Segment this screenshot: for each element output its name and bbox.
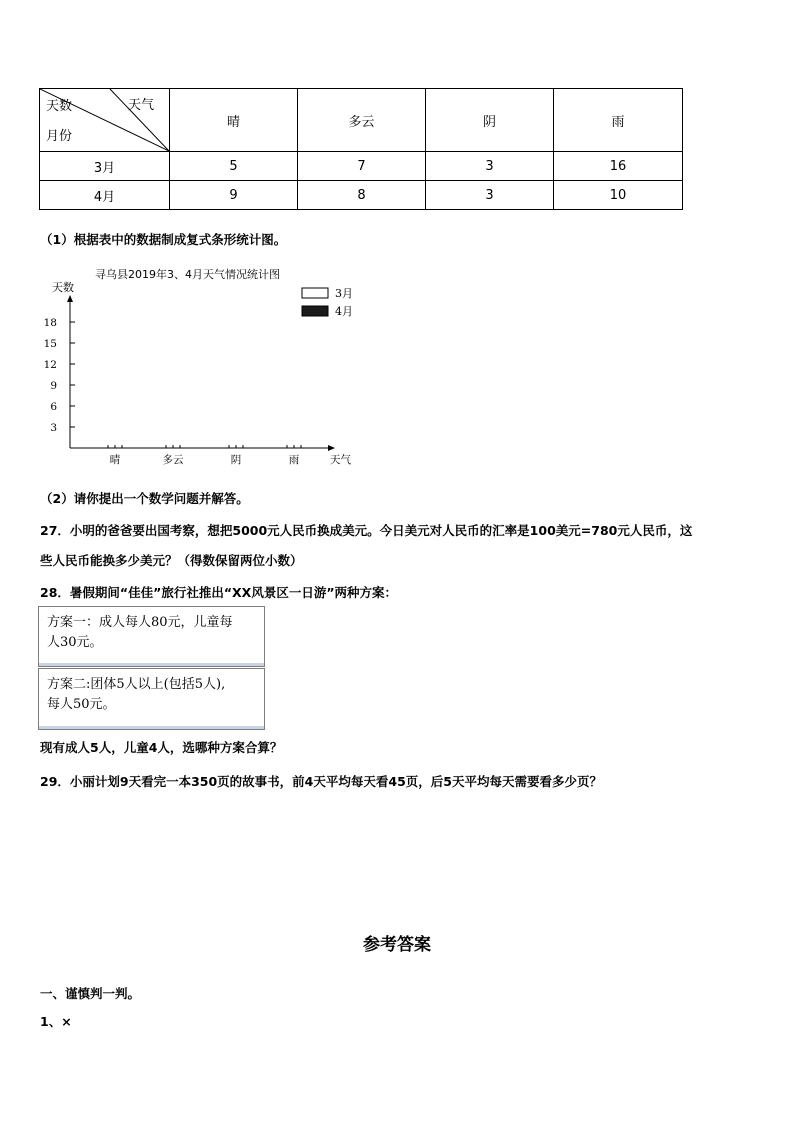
- row-label: 4月: [40, 181, 170, 210]
- table-cell: 8: [298, 181, 426, 210]
- x-tick-label: 雨: [288, 454, 300, 466]
- chart-title: 寻乌县2019年3、4月天气情况统计图: [95, 268, 280, 281]
- x-tick-label: 阴: [230, 454, 242, 466]
- x-tick-label: 晴: [109, 454, 121, 466]
- corner-label-weather: 天气: [128, 98, 155, 113]
- header-cell-cloudy: 多云: [298, 89, 426, 152]
- y-tick-label: 9: [50, 380, 57, 392]
- header-cell-rain: 雨: [554, 89, 683, 152]
- plan-2-box: [38, 668, 265, 730]
- plan-1-box: [38, 606, 265, 667]
- table-corner-cell: [40, 89, 170, 152]
- answer-1: 1、×: [40, 1014, 72, 1029]
- table-header-row: [40, 89, 683, 152]
- corner-label-days: 天数: [46, 99, 73, 114]
- question-28-ask: 现有成人5人，儿童4人，选哪种方案合算？: [40, 740, 283, 755]
- answer-title: 参考答案: [363, 935, 431, 955]
- plan-1-line2: 人30元。: [47, 635, 103, 650]
- question-28: 28．暑假期间“佳佳”旅行社推出“XX风景区一日游”两种方案：: [40, 585, 398, 600]
- table-cell: 3: [426, 152, 554, 181]
- legend-label: 3月: [335, 287, 353, 300]
- table-cell: 5: [170, 152, 298, 181]
- plan-2-line2: 每人50元。: [47, 697, 116, 712]
- table-cell: 3: [426, 181, 554, 210]
- header-cell-overcast: 阴: [426, 89, 554, 152]
- table-cell: 9: [170, 181, 298, 210]
- table-cell: 16: [554, 152, 683, 181]
- question-27-line1: 27．小明的爸爸要出国考察，想把5000元人民币换成美元。今日美元对人民币的汇率是100美元=780元人民币，这: [40, 523, 693, 538]
- weather-table: [39, 88, 683, 210]
- legend-label: 4月: [335, 305, 353, 318]
- table-cell: 10: [554, 181, 683, 210]
- table-cell: 7: [298, 152, 426, 181]
- row-label: 3月: [40, 152, 170, 181]
- x-axis-arrow: [328, 445, 335, 451]
- question-29: 29．小丽计划9天看完一本350页的故事书，前4天平均每天看45页，后5天平均每天需要看多少页？: [40, 774, 602, 789]
- y-tick-label: 3: [50, 422, 57, 434]
- bar-chart: [30, 260, 370, 475]
- table-row-march: [40, 152, 683, 181]
- answer-section-1: 一、谨慎判一判。: [40, 986, 141, 1001]
- header-cell-sunny: 晴: [170, 89, 298, 152]
- x-axis-label: 天气: [330, 454, 351, 466]
- question-1: （1）根据表中的数据制成复式条形统计图。: [40, 232, 287, 247]
- y-tick-label: 15: [43, 338, 57, 350]
- plan-1-line1: 方案一：成人每人80元，儿童每: [47, 615, 233, 630]
- plan-2-line1: 方案二:团体5人以上(包括5人),: [47, 677, 226, 692]
- y-axis-arrow: [67, 295, 73, 302]
- question-27-line2: 些人民币能换多少美元？（得数保留两位小数）: [40, 553, 303, 568]
- corner-label-month: 月份: [46, 129, 73, 144]
- y-axis-label: 天数: [52, 281, 74, 294]
- question-2: （2）请你提出一个数学问题并解答。: [40, 491, 249, 506]
- x-tick-label: 多云: [162, 454, 184, 466]
- y-tick-label: 18: [43, 317, 57, 329]
- legend-swatch: [302, 288, 328, 298]
- y-tick-label: 12: [43, 359, 57, 371]
- legend-swatch: [302, 306, 328, 316]
- table-row-april: [40, 181, 683, 210]
- y-tick-label: 6: [50, 401, 57, 413]
